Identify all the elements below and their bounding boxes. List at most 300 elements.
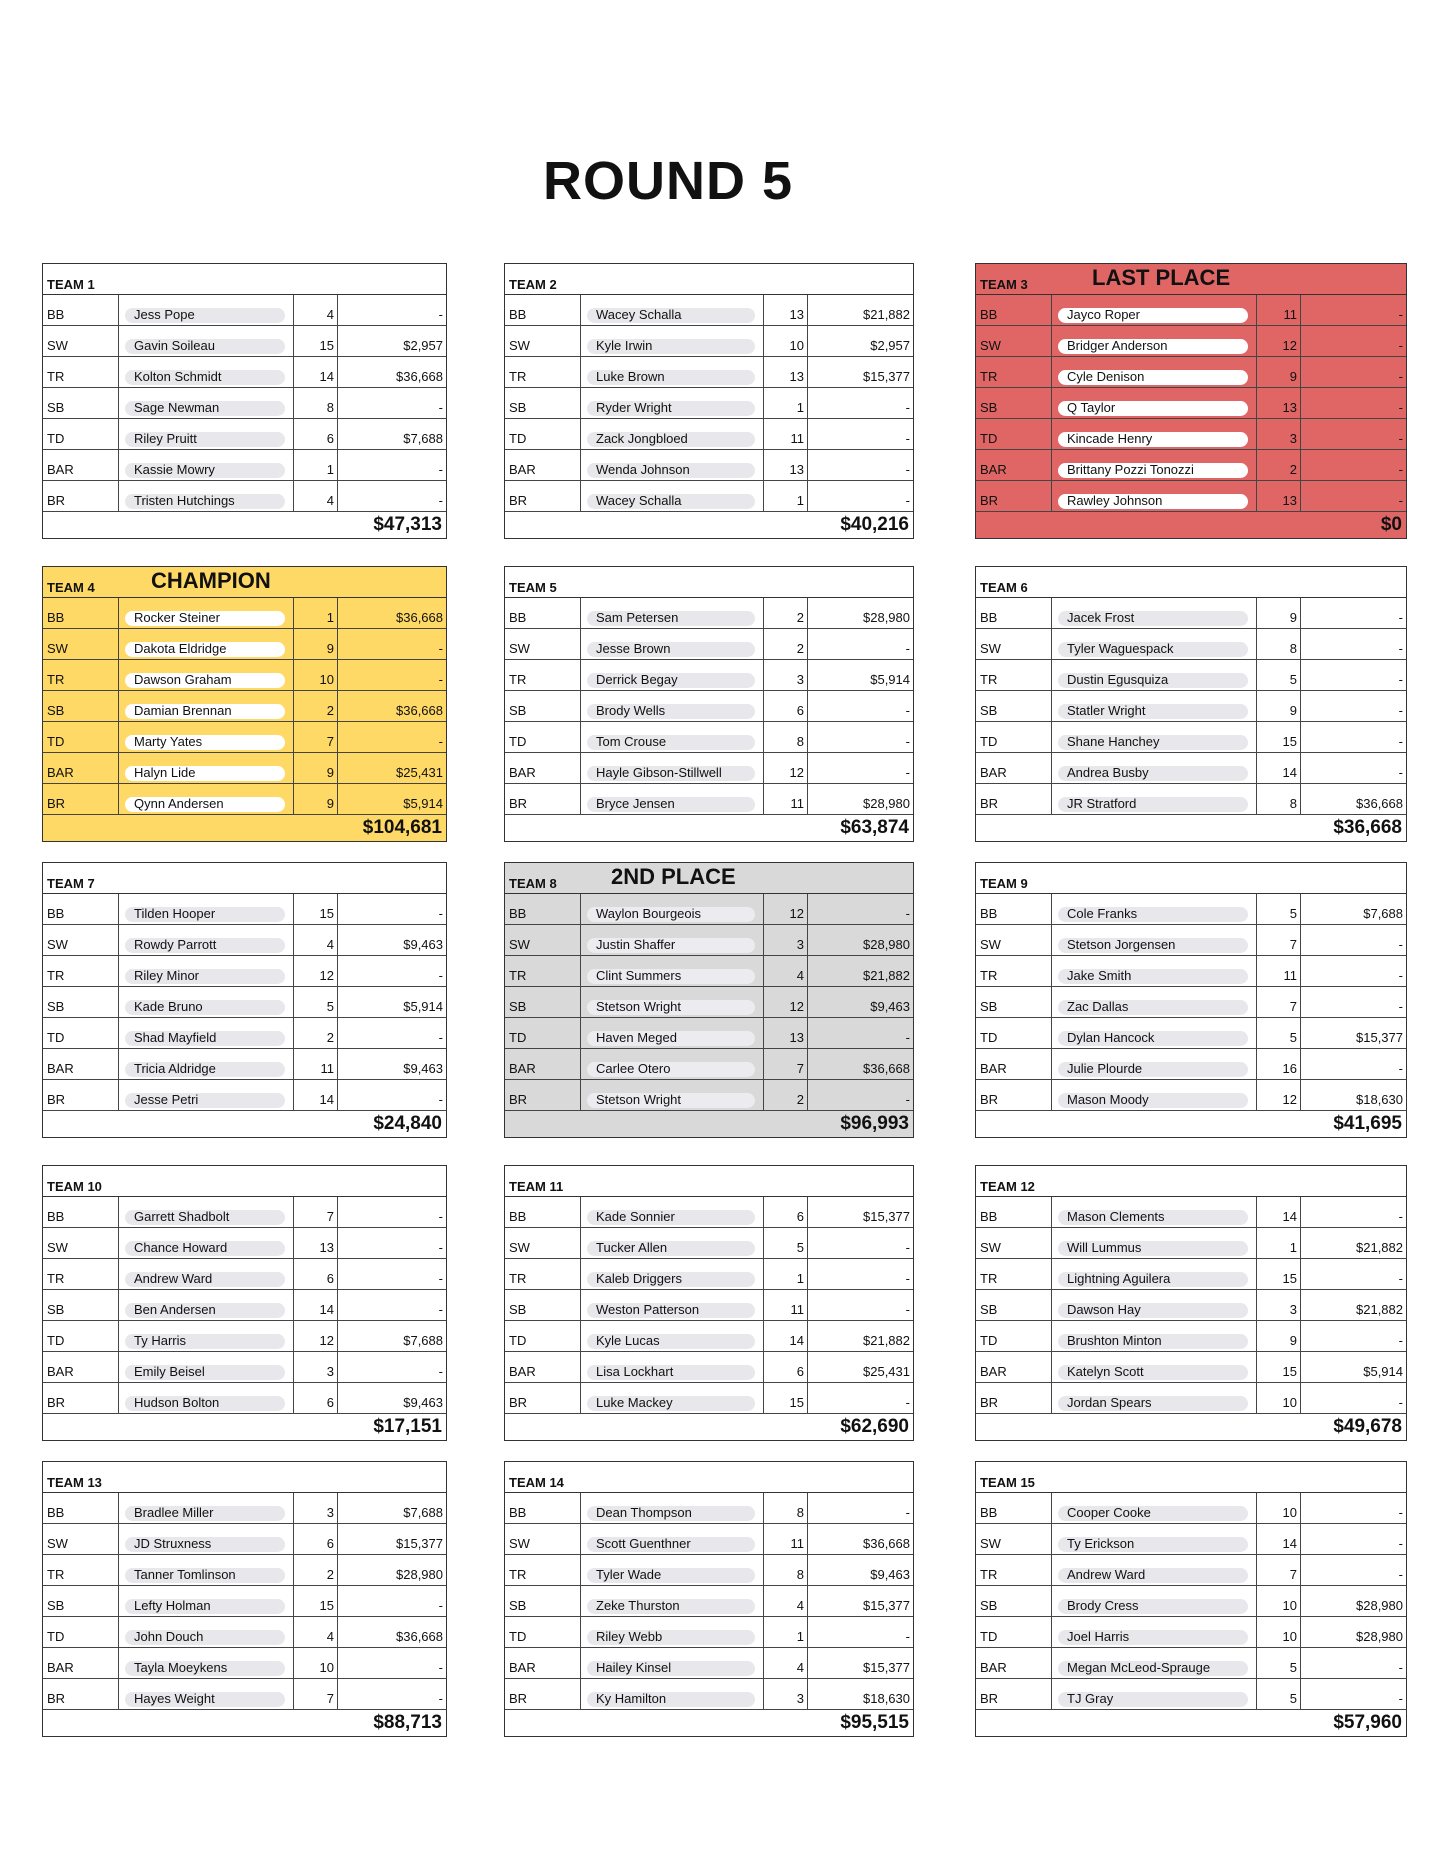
roster-row bbox=[976, 357, 1406, 388]
event-code: SB bbox=[43, 987, 119, 1017]
contestant-number: 5 bbox=[1257, 660, 1301, 690]
event-code: TR bbox=[505, 1259, 581, 1289]
contestant-number: 2 bbox=[764, 598, 808, 628]
earnings-amount: $15,377 bbox=[863, 1598, 910, 1613]
event-code: TD bbox=[505, 1617, 581, 1647]
contestant-number: 13 bbox=[764, 357, 808, 387]
contestant-number: 1 bbox=[764, 1617, 808, 1647]
contestant-number: 15 bbox=[294, 1586, 338, 1616]
event-code: SW bbox=[976, 925, 1052, 955]
team-label: TEAM 1 bbox=[47, 277, 95, 292]
contestant-name: Ty Erickson bbox=[1067, 1536, 1135, 1551]
contestant-name: Kade Bruno bbox=[134, 999, 203, 1014]
contestant-name-cell bbox=[119, 1352, 294, 1382]
earnings-amount: $36,668 bbox=[396, 369, 443, 384]
event-code: TD bbox=[43, 1321, 119, 1351]
team-header bbox=[505, 1166, 913, 1197]
contestant-name: Jake Smith bbox=[1067, 968, 1132, 983]
earnings-amount: - bbox=[905, 400, 910, 415]
contestant-number: 10 bbox=[1257, 1493, 1301, 1523]
event-code: SB bbox=[976, 388, 1052, 418]
contestant-number: 9 bbox=[1257, 691, 1301, 721]
contestant-name-cell bbox=[119, 1321, 294, 1351]
contestant-name: Tilden Hooper bbox=[134, 906, 216, 921]
contestant-number: 2 bbox=[764, 629, 808, 659]
earnings-amount: - bbox=[1398, 369, 1403, 384]
event-code: TR bbox=[43, 660, 119, 690]
earnings-amount: - bbox=[905, 431, 910, 446]
contestant-name: Jacek Frost bbox=[1067, 610, 1135, 625]
team-label: TEAM 12 bbox=[980, 1179, 1035, 1194]
contestant-name-cell bbox=[119, 1586, 294, 1616]
contestant-name-cell bbox=[1052, 894, 1257, 924]
roster-row bbox=[505, 1259, 913, 1290]
roster-row bbox=[976, 629, 1406, 660]
roster-row bbox=[976, 450, 1406, 481]
earnings-amount: - bbox=[905, 1092, 910, 1107]
contestant-name-cell bbox=[1052, 753, 1257, 783]
roster-row bbox=[976, 925, 1406, 956]
roster-row bbox=[505, 1228, 913, 1259]
contestant-number: 8 bbox=[764, 1555, 808, 1585]
contestant-name: Riley Webb bbox=[596, 1629, 663, 1644]
contestant-number: 3 bbox=[1257, 419, 1301, 449]
contestant-name-cell bbox=[1052, 1049, 1257, 1079]
roster-row bbox=[43, 1493, 446, 1524]
contestant-name-cell bbox=[1052, 1352, 1257, 1382]
contestant-name: Kade Sonnier bbox=[596, 1209, 675, 1224]
event-code: TR bbox=[43, 357, 119, 387]
earnings-amount: $36,668 bbox=[396, 610, 443, 625]
event-code: BAR bbox=[43, 1049, 119, 1079]
contestant-name: Brody Cress bbox=[1067, 1598, 1139, 1613]
contestant-name-cell bbox=[581, 784, 764, 814]
earnings-amount: $36,668 bbox=[1356, 796, 1403, 811]
contestant-name-cell bbox=[581, 357, 764, 387]
event-code: TR bbox=[976, 1259, 1052, 1289]
roster-row bbox=[505, 956, 913, 987]
contestant-name-cell bbox=[581, 1290, 764, 1320]
contestant-number: 1 bbox=[764, 481, 808, 511]
contestant-name-cell bbox=[119, 691, 294, 721]
team-header bbox=[976, 1462, 1406, 1493]
roster-row bbox=[43, 1555, 446, 1586]
contestant-number: 4 bbox=[294, 1617, 338, 1647]
contestant-name-cell bbox=[581, 388, 764, 418]
contestant-name-cell bbox=[1052, 1679, 1257, 1709]
contestant-name: JD Struxness bbox=[134, 1536, 212, 1551]
contestant-number: 2 bbox=[294, 1555, 338, 1585]
contestant-number: 3 bbox=[294, 1352, 338, 1382]
team-header bbox=[976, 1166, 1406, 1197]
contestant-name-cell bbox=[119, 925, 294, 955]
contestant-name-cell bbox=[1052, 1321, 1257, 1351]
event-code: BAR bbox=[976, 1352, 1052, 1382]
contestant-name: Q Taylor bbox=[1067, 400, 1116, 415]
event-code: BB bbox=[505, 598, 581, 628]
earnings-amount: $25,431 bbox=[396, 765, 443, 780]
earnings-amount: $21,882 bbox=[1356, 1240, 1403, 1255]
roster-row bbox=[505, 357, 913, 388]
roster-row bbox=[43, 1197, 446, 1228]
team-header bbox=[43, 264, 446, 295]
team-header bbox=[43, 1462, 446, 1493]
team-header bbox=[43, 567, 446, 598]
page-title: ROUND 5 bbox=[542, 151, 794, 211]
contestant-number: 10 bbox=[1257, 1383, 1301, 1413]
contestant-number: 12 bbox=[764, 753, 808, 783]
contestant-number: 9 bbox=[294, 784, 338, 814]
contestant-name: Luke Brown bbox=[596, 369, 665, 384]
earnings-amount: - bbox=[1398, 1061, 1403, 1076]
roster-row bbox=[43, 1259, 446, 1290]
event-code: BAR bbox=[505, 753, 581, 783]
contestant-name-cell bbox=[119, 784, 294, 814]
earnings-amount: - bbox=[438, 1691, 443, 1706]
team-card bbox=[504, 1461, 914, 1737]
contestant-number: 3 bbox=[294, 1493, 338, 1523]
event-code: TR bbox=[976, 660, 1052, 690]
contestant-number: 5 bbox=[1257, 894, 1301, 924]
contestant-number: 1 bbox=[1257, 1228, 1301, 1258]
earnings-amount: - bbox=[905, 462, 910, 477]
team-card bbox=[504, 263, 914, 539]
contestant-name: Ty Harris bbox=[134, 1333, 186, 1348]
roster-row bbox=[976, 753, 1406, 784]
event-code: TD bbox=[976, 722, 1052, 752]
roster-row bbox=[43, 1018, 446, 1049]
event-code: SW bbox=[505, 1524, 581, 1554]
contestant-name-cell bbox=[119, 1524, 294, 1554]
earnings-amount: - bbox=[905, 1271, 910, 1286]
event-code: BAR bbox=[505, 1049, 581, 1079]
contestant-name: Brody Wells bbox=[596, 703, 666, 718]
roster-row bbox=[43, 295, 446, 326]
team-card bbox=[42, 263, 447, 539]
contestant-number: 8 bbox=[1257, 629, 1301, 659]
contestant-name-cell bbox=[581, 1679, 764, 1709]
contestant-name: Stetson Wright bbox=[596, 1092, 682, 1107]
team-label: TEAM 15 bbox=[980, 1475, 1035, 1490]
earnings-amount: - bbox=[438, 1030, 443, 1045]
team-total: $0 bbox=[1380, 514, 1402, 535]
roster-row bbox=[505, 1383, 913, 1414]
contestant-name: Weston Patterson bbox=[596, 1302, 700, 1317]
roster-row bbox=[976, 1321, 1406, 1352]
contestant-number: 7 bbox=[764, 1049, 808, 1079]
team-card bbox=[975, 263, 1407, 539]
contestant-name-cell bbox=[581, 598, 764, 628]
event-code: SW bbox=[505, 925, 581, 955]
earnings-amount: $21,882 bbox=[863, 1333, 910, 1348]
contestant-name: Kaleb Driggers bbox=[596, 1271, 682, 1286]
event-code: SB bbox=[976, 1290, 1052, 1320]
contestant-name-cell bbox=[1052, 1259, 1257, 1289]
contestant-name: Tricia Aldridge bbox=[134, 1061, 216, 1076]
contestant-number: 3 bbox=[764, 925, 808, 955]
earnings-amount: - bbox=[438, 672, 443, 687]
contestant-name-cell bbox=[119, 753, 294, 783]
team-total: $62,690 bbox=[840, 1416, 909, 1437]
event-code: BR bbox=[505, 481, 581, 511]
team-card bbox=[42, 1461, 447, 1737]
event-code: SW bbox=[505, 629, 581, 659]
event-code: SB bbox=[43, 1290, 119, 1320]
roster-row bbox=[43, 1290, 446, 1321]
event-code: TR bbox=[976, 956, 1052, 986]
contestant-name: Andrew Ward bbox=[134, 1271, 213, 1286]
event-code: SB bbox=[505, 1290, 581, 1320]
contestant-name-cell bbox=[1052, 1197, 1257, 1227]
earnings-amount: $21,882 bbox=[863, 307, 910, 322]
contestant-name: Lisa Lockhart bbox=[596, 1364, 674, 1379]
team-header bbox=[505, 567, 913, 598]
roster-row bbox=[505, 1080, 913, 1111]
contestant-number: 15 bbox=[1257, 1259, 1301, 1289]
contestant-name-cell bbox=[581, 419, 764, 449]
event-code: BAR bbox=[43, 1352, 119, 1382]
roster-row bbox=[43, 1049, 446, 1080]
contestant-name: Qynn Andersen bbox=[134, 796, 224, 811]
earnings-amount: - bbox=[905, 1302, 910, 1317]
roster-row bbox=[43, 1679, 446, 1710]
contestant-name-cell bbox=[1052, 481, 1257, 511]
contestant-number: 14 bbox=[294, 1080, 338, 1110]
contestant-name-cell bbox=[1052, 1586, 1257, 1616]
earnings-amount: $36,668 bbox=[396, 1629, 443, 1644]
roster-row bbox=[505, 1555, 913, 1586]
contestant-number: 5 bbox=[1257, 1648, 1301, 1678]
earnings-amount: - bbox=[438, 906, 443, 921]
contestant-name: Megan McLeod-Sprauge bbox=[1067, 1660, 1211, 1675]
roster-row bbox=[43, 419, 446, 450]
contestant-name: Justin Shaffer bbox=[596, 937, 676, 952]
event-code: TD bbox=[976, 1018, 1052, 1048]
event-code: BR bbox=[43, 1080, 119, 1110]
roster-row bbox=[976, 1617, 1406, 1648]
contestant-name: Tanner Tomlinson bbox=[134, 1567, 236, 1582]
contestant-name: Jesse Brown bbox=[596, 641, 671, 656]
event-code: BAR bbox=[976, 753, 1052, 783]
contestant-name: Hudson Bolton bbox=[134, 1395, 220, 1410]
contestant-name: Cole Franks bbox=[1067, 906, 1138, 921]
contestant-name-cell bbox=[119, 1493, 294, 1523]
contestant-number: 5 bbox=[294, 987, 338, 1017]
event-code: BR bbox=[505, 1383, 581, 1413]
team-label: TEAM 6 bbox=[980, 580, 1028, 595]
contestant-number: 12 bbox=[1257, 326, 1301, 356]
roster-row bbox=[976, 1259, 1406, 1290]
contestant-name: Tyler Waguespack bbox=[1067, 641, 1174, 656]
team-card bbox=[975, 1165, 1407, 1441]
team-label: TEAM 2 bbox=[509, 277, 557, 292]
roster-row bbox=[43, 660, 446, 691]
roster-row bbox=[976, 1228, 1406, 1259]
earnings-amount: $18,630 bbox=[863, 1691, 910, 1706]
roster-row bbox=[505, 1290, 913, 1321]
contestant-number: 1 bbox=[764, 388, 808, 418]
contestant-name-cell bbox=[1052, 1228, 1257, 1258]
earnings-amount: $28,980 bbox=[396, 1567, 443, 1582]
event-code: BR bbox=[976, 1679, 1052, 1709]
roster-row bbox=[43, 1383, 446, 1414]
contestant-name: Sam Petersen bbox=[596, 610, 679, 625]
roster-row bbox=[43, 1617, 446, 1648]
event-code: TD bbox=[505, 1321, 581, 1351]
earnings-amount: - bbox=[438, 1271, 443, 1286]
contestant-number: 6 bbox=[764, 691, 808, 721]
contestant-name-cell bbox=[581, 956, 764, 986]
contestant-name: Haven Meged bbox=[596, 1030, 677, 1045]
placement-badge: LAST PLACE bbox=[1092, 265, 1231, 290]
roster-row bbox=[43, 753, 446, 784]
contestant-name-cell bbox=[119, 598, 294, 628]
contestant-number: 14 bbox=[1257, 1197, 1301, 1227]
contestant-number: 14 bbox=[1257, 753, 1301, 783]
roster-row bbox=[43, 388, 446, 419]
contestant-name: Andrew Ward bbox=[1067, 1567, 1146, 1582]
contestant-name-cell bbox=[1052, 1383, 1257, 1413]
roster-row bbox=[43, 450, 446, 481]
roster-row bbox=[976, 1018, 1406, 1049]
contestant-number: 4 bbox=[764, 1648, 808, 1678]
roster-row bbox=[505, 660, 913, 691]
event-code: TD bbox=[976, 1617, 1052, 1647]
earnings-amount: $5,914 bbox=[1363, 1364, 1403, 1379]
event-code: SW bbox=[43, 1228, 119, 1258]
roster-row bbox=[43, 987, 446, 1018]
event-code: BB bbox=[43, 1197, 119, 1227]
contestant-number: 10 bbox=[1257, 1617, 1301, 1647]
roster-row bbox=[505, 1586, 913, 1617]
roster-row bbox=[976, 956, 1406, 987]
roster-row bbox=[43, 784, 446, 815]
roster-row bbox=[505, 1617, 913, 1648]
team-card bbox=[42, 1165, 447, 1441]
contestant-name-cell bbox=[1052, 1493, 1257, 1523]
event-code: TD bbox=[43, 722, 119, 752]
contestant-name-cell bbox=[581, 1617, 764, 1647]
roster-row bbox=[505, 598, 913, 629]
contestant-number: 15 bbox=[764, 1383, 808, 1413]
contestant-name: Luke Mackey bbox=[596, 1395, 673, 1410]
contestant-name: Wenda Johnson bbox=[596, 462, 690, 477]
contestant-name: Hayes Weight bbox=[134, 1691, 215, 1706]
earnings-amount: - bbox=[1398, 765, 1403, 780]
contestant-number: 11 bbox=[764, 1524, 808, 1554]
roster-row bbox=[43, 1524, 446, 1555]
event-code: BB bbox=[43, 598, 119, 628]
earnings-amount: - bbox=[438, 400, 443, 415]
event-code: BAR bbox=[505, 450, 581, 480]
team-label: TEAM 14 bbox=[509, 1475, 564, 1490]
event-code: SB bbox=[43, 691, 119, 721]
roster-row bbox=[976, 691, 1406, 722]
contestant-number: 3 bbox=[764, 1679, 808, 1709]
contestant-name: Kolton Schmidt bbox=[134, 369, 222, 384]
team-total: $49,678 bbox=[1333, 1416, 1402, 1437]
event-code: BR bbox=[43, 1679, 119, 1709]
roster-row bbox=[505, 1493, 913, 1524]
team-total: $17,151 bbox=[373, 1416, 442, 1437]
earnings-amount: - bbox=[1398, 968, 1403, 983]
contestant-number: 9 bbox=[294, 753, 338, 783]
event-code: SW bbox=[505, 326, 581, 356]
roster-row bbox=[43, 956, 446, 987]
roster-row bbox=[976, 660, 1406, 691]
roster-row bbox=[505, 691, 913, 722]
contestant-number: 10 bbox=[764, 326, 808, 356]
contestant-number: 3 bbox=[764, 660, 808, 690]
contestant-name-cell bbox=[1052, 357, 1257, 387]
earnings-amount: - bbox=[438, 1660, 443, 1675]
contestant-name: Stetson Jorgensen bbox=[1067, 937, 1176, 952]
event-code: BAR bbox=[976, 450, 1052, 480]
contestant-name-cell bbox=[581, 1321, 764, 1351]
contestant-name: Zack Jongbloed bbox=[596, 431, 688, 446]
contestant-name: Emily Beisel bbox=[134, 1364, 205, 1379]
earnings-amount: $7,688 bbox=[403, 1333, 443, 1348]
roster-row bbox=[43, 722, 446, 753]
roster-row bbox=[43, 691, 446, 722]
contestant-name: Jess Pope bbox=[134, 307, 195, 322]
contestant-number: 9 bbox=[1257, 598, 1301, 628]
contestant-name: Mason Moody bbox=[1067, 1092, 1149, 1107]
event-code: TR bbox=[505, 660, 581, 690]
contestant-number: 6 bbox=[294, 1259, 338, 1289]
team-header bbox=[976, 863, 1406, 894]
contestant-name-cell bbox=[581, 894, 764, 924]
earnings-amount: - bbox=[1398, 734, 1403, 749]
earnings-amount: - bbox=[1398, 610, 1403, 625]
event-code: TD bbox=[976, 1321, 1052, 1351]
contestant-name-cell bbox=[119, 1259, 294, 1289]
earnings-amount: $28,980 bbox=[863, 796, 910, 811]
team-header bbox=[505, 1462, 913, 1493]
contestant-name: Jordan Spears bbox=[1067, 1395, 1152, 1410]
earnings-amount: $5,914 bbox=[870, 672, 910, 687]
team-total: $41,695 bbox=[1333, 1113, 1402, 1134]
contestant-name-cell bbox=[581, 1555, 764, 1585]
event-code: SB bbox=[505, 987, 581, 1017]
event-code: BR bbox=[976, 1383, 1052, 1413]
event-code: SB bbox=[976, 691, 1052, 721]
contestant-name-cell bbox=[119, 1228, 294, 1258]
contestant-name: TJ Gray bbox=[1067, 1691, 1114, 1706]
event-code: BB bbox=[505, 894, 581, 924]
contestant-name-cell bbox=[1052, 1290, 1257, 1320]
contestant-name: Marty Yates bbox=[134, 734, 203, 749]
earnings-amount: - bbox=[1398, 703, 1403, 718]
contestant-name: Riley Pruitt bbox=[134, 431, 197, 446]
contestant-name-cell bbox=[581, 1018, 764, 1048]
event-code: BAR bbox=[43, 1648, 119, 1678]
roster-row bbox=[43, 894, 446, 925]
contestant-number: 11 bbox=[764, 784, 808, 814]
contestant-name: Dawson Graham bbox=[134, 672, 232, 687]
earnings-amount: - bbox=[905, 906, 910, 921]
contestant-name-cell bbox=[1052, 1018, 1257, 1048]
contestant-number: 12 bbox=[294, 1321, 338, 1351]
earnings-amount: $36,668 bbox=[396, 703, 443, 718]
contestant-name: JR Stratford bbox=[1067, 796, 1137, 811]
earnings-amount: - bbox=[438, 1240, 443, 1255]
contestant-name: Julie Plourde bbox=[1067, 1061, 1143, 1076]
event-code: BAR bbox=[505, 1352, 581, 1382]
earnings-amount: - bbox=[1398, 493, 1403, 508]
contestant-name-cell bbox=[119, 956, 294, 986]
event-code: SW bbox=[976, 629, 1052, 659]
